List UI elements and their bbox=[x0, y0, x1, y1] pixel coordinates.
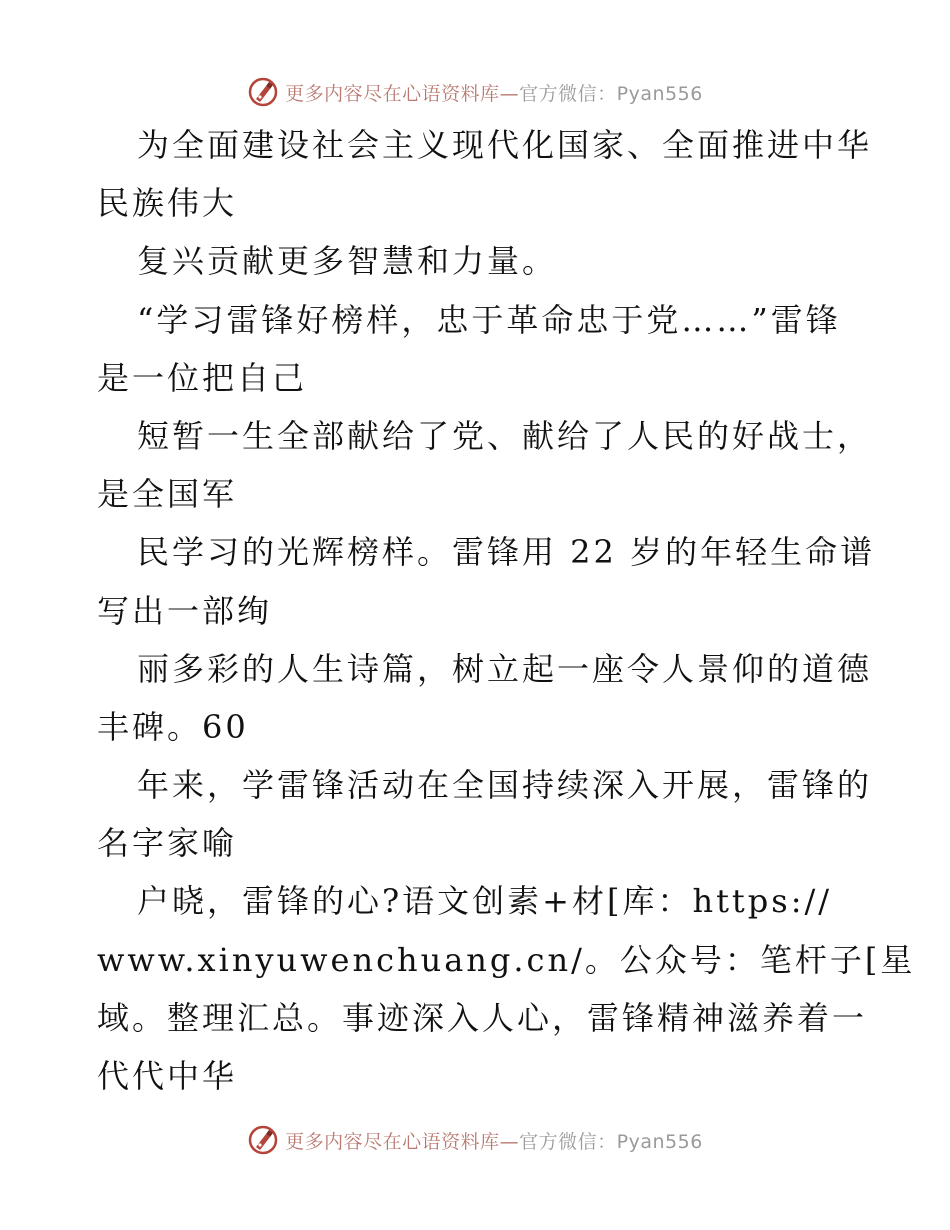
header-banner-wechat: 官方微信：Pyan556 bbox=[519, 82, 703, 105]
body-line: “学习雷锋好榜样，忠于革命忠于党……”雷锋 bbox=[137, 300, 841, 339]
body-line: 丰碑。60 bbox=[97, 707, 249, 746]
body-line: 复兴贡献更多智慧和力量。 bbox=[137, 242, 558, 281]
body-line: www.xinyuwenchuang.cn/。公众号：笔杆子[星 bbox=[97, 940, 916, 979]
header-banner-text bbox=[285, 79, 703, 106]
body-line: 年来，学雷锋活动在全国持续深入开展，雷锋的 bbox=[137, 766, 873, 805]
pen-nib-logo-icon bbox=[247, 76, 279, 108]
footer-banner-text bbox=[285, 1127, 703, 1154]
footer-banner-main: 更多内容尽在心语资料库— bbox=[285, 1130, 520, 1153]
footer-watermark-banner bbox=[0, 1120, 950, 1160]
body-line: 民学习的光辉榜样。雷锋用 22 岁的年轻生命谱 bbox=[137, 533, 876, 572]
body-line: 域。整理汇总。事迹深入人心，雷锋精神滋养着一 bbox=[97, 998, 868, 1037]
body-line: 是全国军 bbox=[97, 475, 238, 514]
body-line: 名字家喻 bbox=[97, 824, 238, 863]
header-banner-main: 更多内容尽在心语资料库— bbox=[285, 82, 520, 105]
footer-banner-wechat: 官方微信：Pyan556 bbox=[519, 1130, 703, 1153]
body-line: 为全面建设社会主义现代化国家、全面推进中华 bbox=[137, 126, 873, 164]
body-line: 写出一部绚 bbox=[97, 591, 273, 630]
body-line: 民族伟大 bbox=[97, 184, 238, 223]
document-body bbox=[97, 116, 916, 1105]
body-line: 户晓，雷锋的心?语文创素+材[库：https:// bbox=[137, 882, 833, 921]
body-line: 代代中华 bbox=[97, 1057, 238, 1095]
body-line: 丽多彩的人生诗篇，树立起一座令人景仰的道德 bbox=[137, 649, 873, 688]
pen-nib-logo-icon bbox=[247, 1124, 279, 1156]
body-line: 短暂一生全部献给了党、献给了人民的好战士， bbox=[137, 416, 873, 455]
header-watermark-banner bbox=[0, 72, 950, 112]
body-line: 是一位把自己 bbox=[97, 358, 308, 397]
